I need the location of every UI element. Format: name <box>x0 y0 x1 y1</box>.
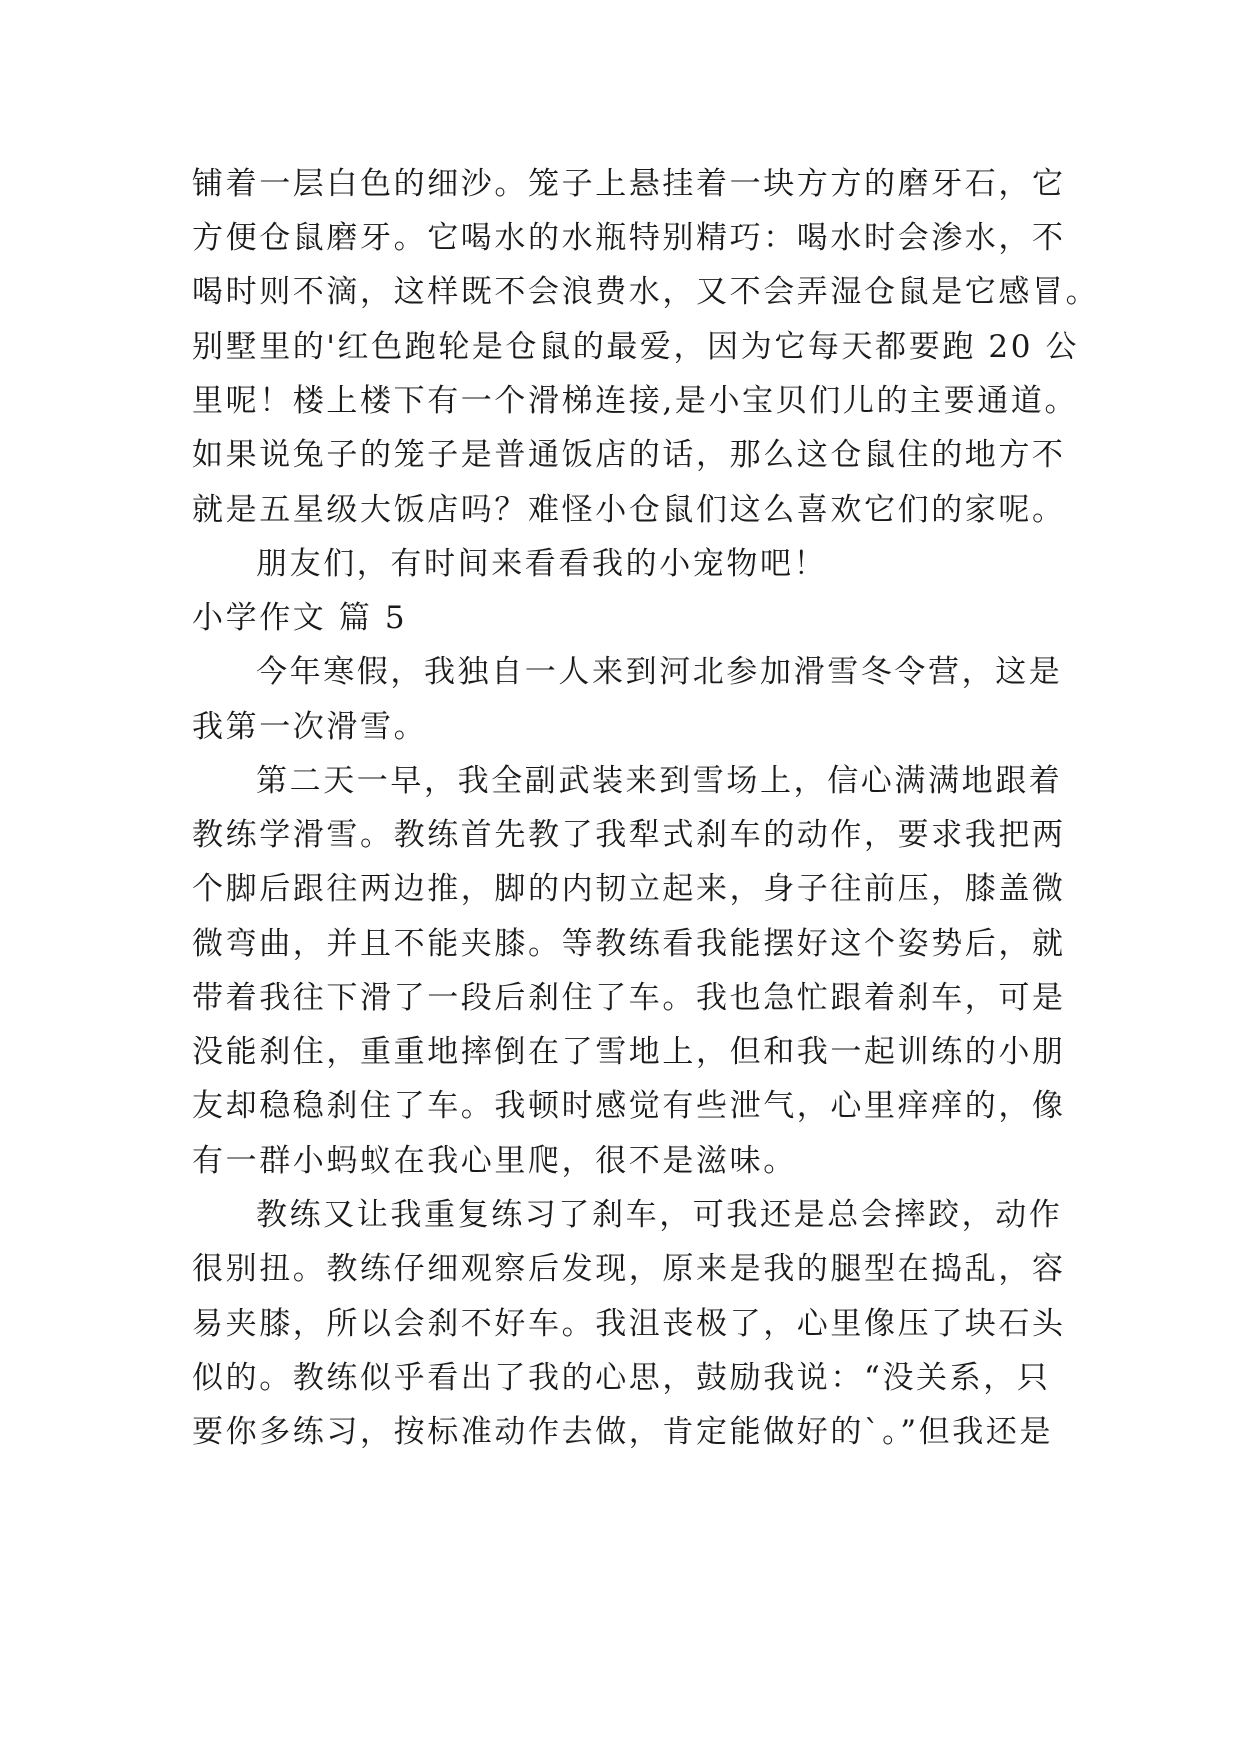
text-line: 要你多练习，按标准动作去做，肯定能做好的`。”但我还是 <box>192 1414 1054 1450</box>
section-heading: 小学作文 篇 5 <box>192 600 408 636</box>
text-line: 教练学滑雪。教练首先教了我犁式刹车的动作，要求我把两 <box>192 817 1066 853</box>
text-line: 喝时则不滴，这样既不会浪费水，又不会弄湿仓鼠是它感冒。 <box>192 274 1100 310</box>
text-line: 没能刹住，重重地摔倒在了雪地上，但和我一起训练的小朋 <box>192 1034 1066 1070</box>
text-line: 教练又让我重复练习了刹车，可我还是总会摔跤，动作 <box>256 1197 1063 1233</box>
text-line: 易夹膝，所以会刹不好车。我沮丧极了，心里像压了块石头 <box>192 1306 1066 1342</box>
text-line: 别墅里的'红色跑轮是仓鼠的最爱，因为它每天都要跑 20 公 <box>192 329 1080 365</box>
text-line: 方便仓鼠磨牙。它喝水的水瓶特别精巧：喝水时会渗水，不 <box>192 220 1066 256</box>
text-line: 有一群小蚂蚁在我心里爬，很不是滋味。 <box>192 1143 797 1179</box>
text-line: 里呢！楼上楼下有一个滑梯连接,是小宝贝们儿的主要通道。 <box>192 383 1079 419</box>
text-line: 带着我往下滑了一段后刹住了车。我也急忙跟着刹车，可是 <box>192 980 1066 1016</box>
text-line: 微弯曲，并且不能夹膝。等教练看我能摆好这个姿势后，就 <box>192 926 1066 962</box>
text-line: 第二天一早，我全副武装来到雪场上，信心满满地跟着 <box>256 763 1063 799</box>
text-line: 友却稳稳刹住了车。我顿时感觉有些泄气，心里痒痒的，像 <box>192 1088 1066 1124</box>
text-line: 铺着一层白色的细沙。笼子上悬挂着一块方方的磨牙石，它 <box>192 166 1066 202</box>
text-line: 如果说兔子的笼子是普通饭店的话，那么这仓鼠住的地方不 <box>192 437 1066 473</box>
text-line: 就是五星级大饭店吗？难怪小仓鼠们这么喜欢它们的家呢。 <box>192 492 1066 528</box>
text-line: 似的。教练似乎看出了我的心思，鼓励我说：“没关系，只 <box>192 1360 1051 1396</box>
text-line: 今年寒假，我独自一人来到河北参加滑雪冬令营，这是 <box>256 654 1063 690</box>
text-line: 很别扭。教练仔细观察后发现，原来是我的腿型在捣乱，容 <box>192 1251 1066 1287</box>
text-line: 朋友们，有时间来看看我的小宠物吧！ <box>256 546 828 582</box>
text-line: 个脚后跟往两边推，脚的内韧立起来，身子往前压，膝盖微 <box>192 871 1066 907</box>
text-line: 我第一次滑雪。 <box>192 709 428 745</box>
